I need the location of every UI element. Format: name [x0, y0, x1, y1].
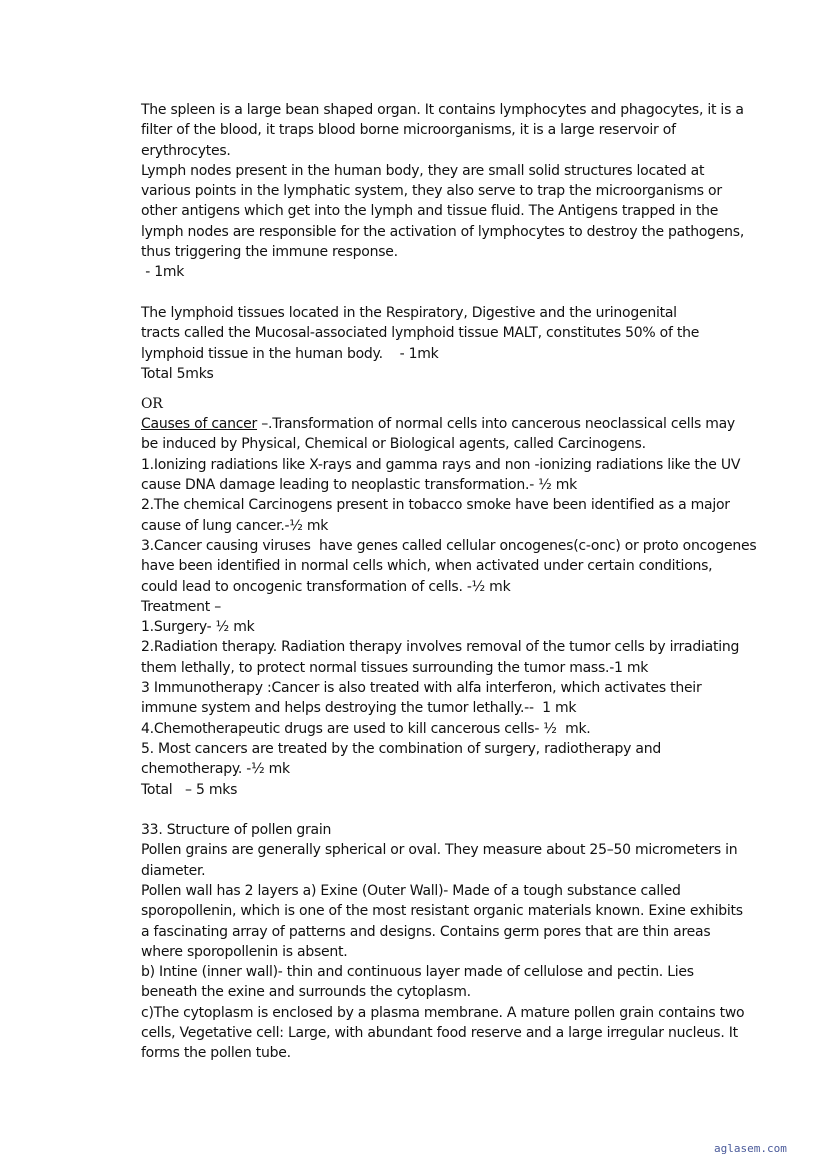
treatment-heading: Treatment – — [141, 598, 221, 615]
text-line: cause of lung cancer.-½ mk — [141, 517, 329, 534]
total-line: Total 5mks — [141, 365, 214, 382]
text-line: sporopollenin, which is one of the most resistant organic materials known. Exine exhibits — [141, 903, 743, 920]
text-line: be induced by Physical, Chemical or Biological agents, called Carcinogens. — [141, 436, 646, 453]
text-line: 2.The chemical Carcinogens present in tobacco smoke have been identified as a major — [141, 497, 730, 514]
text-line: c)The cytoplasm is enclosed by a plasma membrane. A mature pollen grain contains two — [141, 1004, 745, 1021]
total-line: Total – 5 mks — [141, 781, 238, 798]
watermark: aglasem.com — [714, 1142, 787, 1155]
text-line: lymphoid tissue in the human body. - 1mk — [141, 345, 439, 362]
text-line: immune system and helps destroying the tumor lethally.-- 1 mk — [141, 700, 577, 717]
text-line: 5. Most cancers are treated by the combination of surgery, radiotherapy and — [141, 740, 662, 757]
cancer-intro-text: –.Transformation of normal cells into cancerous neoclassical cells may — [257, 416, 735, 433]
text-line: forms the pollen tube. — [141, 1045, 291, 1062]
text-line: 3 Immunotherapy :Cancer is also treated with alfa interferon, which activates their — [141, 680, 702, 697]
text-line: diameter. — [141, 862, 206, 879]
text-line: 4.Chemotherapeutic drugs are used to kill cancerous cells- ½ mk. — [141, 720, 591, 737]
text-line: tracts called the Mucosal-associated lymphoid tissue MALT, constitutes 50% of the — [141, 325, 700, 342]
or-separator: OR — [141, 396, 163, 413]
text-line: a fascinating array of patterns and designs. Contains germ pores that are thin areas — [141, 923, 711, 940]
text-line: 1.Surgery- ½ mk — [141, 619, 255, 636]
text-line: cause DNA damage leading to neoplastic transformation.- ½ mk — [141, 477, 577, 494]
text-line: 2.Radiation therapy. Radiation therapy involves removal of the tumor cells by irradiating — [141, 639, 740, 656]
text-line: The lymphoid tissues located in the Respiratory, Digestive and the urinogenital — [141, 304, 677, 321]
pollen-heading: 33. Structure of pollen grain — [141, 822, 332, 839]
text-line: lymph nodes are responsible for the activation of lymphocytes to destroy the pathogens, — [141, 223, 745, 240]
text-line: other antigens which get into the lymph and tissue fluid. The Antigens trapped in the — [141, 203, 719, 220]
text-line: Pollen grains are generally spherical or oval. They measure about 25–50 micrometers in — [141, 842, 738, 859]
text-line: beneath the exine and surrounds the cytoplasm. — [141, 984, 471, 1001]
cancer-intro — [141, 414, 751, 434]
text-line: where sporopollenin is absent. — [141, 943, 348, 960]
text-line: could lead to oncogenic transformation of cells. -½ mk — [141, 578, 511, 595]
text-line: 3.Cancer causing viruses have genes called cellular oncogenes(c-onc) or proto oncogenes — [141, 537, 757, 554]
mark-line: - 1mk — [141, 264, 185, 281]
text-line: erythrocytes. — [141, 142, 231, 159]
text-line: cells, Vegetative cell: Large, with abundant food reserve and a large irregular nucleus. It — [141, 1025, 738, 1042]
text-line: b) Intine (inner wall)- thin and continuous layer made of cellulose and pectin. Lies — [141, 964, 694, 981]
text-line: Lymph nodes present in the human body, they are small solid structures located at — [141, 162, 705, 179]
text-line: 1.Ionizing radiations like X-rays and gamma rays and non -ionizing radiations like the UV — [141, 456, 741, 473]
text-line: filter of the blood, it traps blood borne microorganisms, it is a large reservoir of — [141, 122, 676, 139]
text-line: have been identified in normal cells which, when activated under certain conditions, — [141, 558, 713, 575]
document-body — [141, 100, 757, 1064]
text-line: various points in the lymphatic system, they also serve to trap the microorganisms or — [141, 183, 722, 200]
text-line: them lethally, to protect normal tissues surrounding the tumor mass.-1 mk — [141, 659, 649, 676]
text-line: The spleen is a large bean shaped organ. It contains lymphocytes and phagocytes, it is a — [141, 102, 744, 118]
cancer-heading: Causes of cancer — [141, 416, 258, 433]
text-line: chemotherapy. -½ mk — [141, 761, 290, 778]
text-line: thus triggering the immune response. — [141, 244, 398, 261]
text-line: Pollen wall has 2 layers a) Exine (Outer Wall)- Made of a tough substance called — [141, 882, 681, 899]
